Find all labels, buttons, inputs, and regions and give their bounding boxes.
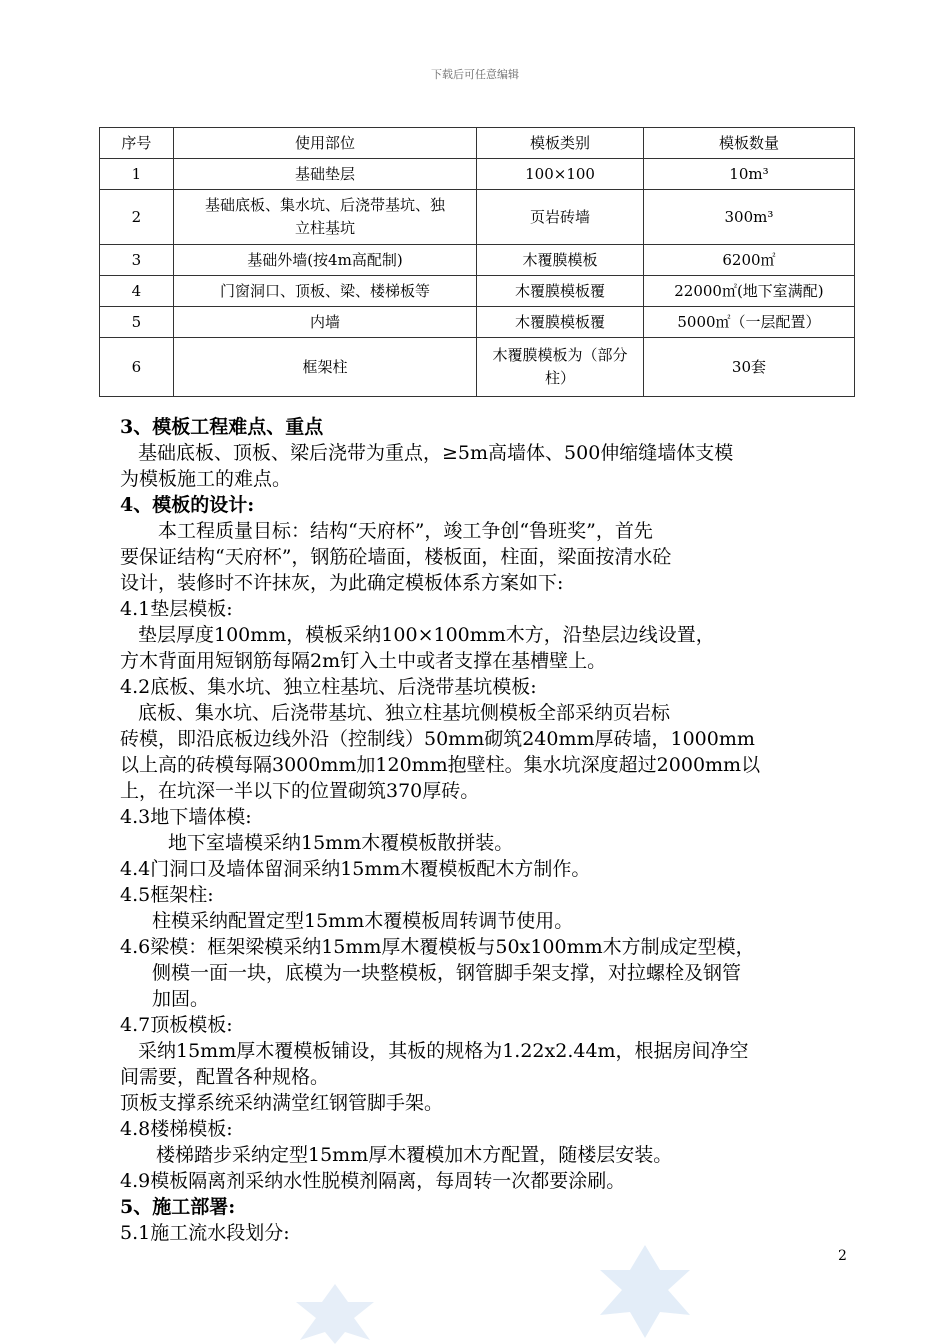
table-row: [100, 245, 855, 276]
cell-qty: 5000㎡（一层配置）: [643, 307, 854, 338]
header-type: 模板类别: [477, 128, 644, 159]
section-heading-4: 4、模板的设计:: [120, 494, 255, 516]
cell-part: 基础外墙(按4m高配制): [173, 245, 477, 276]
header-no: 序号: [100, 128, 174, 159]
section-heading-5: 5、施工部署:: [120, 1196, 236, 1218]
paragraph-line: 地下室墙模采纳15mm木覆模板散拼装。: [168, 832, 514, 854]
paragraph-line: 基础底板、顶板、梁后浇带为重点，≥5m高墙体、500伸缩缝墙体支模: [138, 442, 734, 464]
paragraph-line: 楼梯踏步采纳定型15mm厚木覆模加木方配置，随楼层安装。: [156, 1144, 673, 1166]
document-body: [120, 414, 855, 1246]
subsection-heading: 4.8楼梯模板:: [120, 1118, 233, 1140]
cell-no: 5: [100, 307, 174, 338]
page-number: 2: [838, 1248, 847, 1264]
subsection-heading: 4.3地下墙体模:: [120, 806, 252, 828]
paragraph-line: 垫层厚度100mm，模板采纳100×100mm木方，沿垫层边线设置，: [138, 624, 715, 646]
subsection-heading: 4.7顶板模板:: [120, 1014, 233, 1036]
header-part: 使用部位: [173, 128, 477, 159]
paragraph-line: 为模板施工的难点。: [120, 468, 292, 490]
cell-part: 门窗洞口、顶板、梁、楼梯板等: [173, 276, 477, 307]
paragraph-line: 砖模，即沿底板边线外沿（控制线）50mm砌筑240mm厚砖墙，1000mm: [120, 728, 755, 750]
paragraph-line: 设计，装修时不许抹灰，为此确定模板体系方案如下:: [120, 572, 564, 594]
cell-qty: 300m³: [643, 190, 854, 245]
paragraph-line: 方木背面用短钢筋每隔2m钉入土中或者支撑在基槽壁上。: [120, 650, 607, 672]
paragraph-line: 以上高的砖模每隔3000mm加120mm抱壁柱。集水坑深度超过2000mm以: [120, 754, 761, 776]
cell-qty: 10m³: [643, 159, 854, 190]
table-row: [100, 307, 855, 338]
cell-no: 2: [100, 190, 174, 245]
table-row: [100, 276, 855, 307]
paragraph-line: 柱模采纳配置定型15mm木覆模板周转调节使用。: [152, 910, 574, 932]
section-heading-3: 3、模板工程难点、重点: [120, 416, 324, 438]
cell-type: 木覆膜模板为（部分柱）: [477, 338, 644, 397]
cell-type: 页岩砖墙: [477, 190, 644, 245]
subsection-heading: 4.6梁模：框架梁模采纳15mm厚木覆模板与50x100mm木方制成定型模，: [120, 936, 755, 958]
cell-part: 基础垫层: [173, 159, 477, 190]
subsection-heading: 4.5框架柱:: [120, 884, 214, 906]
cell-part: 框架柱: [173, 338, 477, 397]
cell-type: 木覆膜模板覆: [477, 307, 644, 338]
cell-qty: 22000㎡(地下室满配): [643, 276, 854, 307]
paragraph-line: 底板、集水坑、后浇带基坑、独立柱基坑侧模板全部采纳页岩标: [138, 702, 671, 724]
cell-type: 100×100: [477, 159, 644, 190]
table-row: [100, 190, 855, 245]
cell-no: 1: [100, 159, 174, 190]
cell-type: 木覆膜模板覆: [477, 276, 644, 307]
cell-qty: 6200㎡: [643, 245, 854, 276]
paragraph-line: 要保证结构“天府杯”，钢筋砼墙面，楼板面，柱面，梁面按清水砼: [120, 546, 672, 568]
page-header: 下载后可任意编辑: [431, 68, 519, 81]
watermark-snowflake-icon: [590, 1240, 700, 1340]
subsection-heading: 5.1施工流水段划分:: [120, 1222, 290, 1244]
paragraph-line: 采纳15mm厚木覆模板铺设，其板的规格为1.22x2.44m，根据房间净空: [138, 1040, 749, 1062]
paragraph-line: 上，在坑深一半以下的位置砌筑370厚砖。: [120, 780, 480, 802]
paragraph-line: 侧模一面一块，底模为一块整模板，钢管脚手架支撑，对拉螺栓及钢管: [152, 962, 742, 984]
paragraph-line: 顶板支撑系统采纳满堂红钢管脚手架。: [120, 1092, 444, 1114]
subsection-heading: 4.9模板隔离剂采纳水性脱模剂隔离，每周转一次都要涂刷。: [120, 1170, 626, 1192]
subsection-heading: 4.2底板、集水坑、独立柱基坑、后浇带基坑模板:: [120, 676, 537, 698]
formwork-table: [99, 127, 855, 397]
paragraph-line: 加固。: [152, 988, 210, 1010]
cell-type: 木覆膜模板: [477, 245, 644, 276]
cell-no: 6: [100, 338, 174, 397]
table-row: [100, 159, 855, 190]
table-header-row: [100, 128, 855, 159]
cell-no: 4: [100, 276, 174, 307]
watermark-snowflake-icon: [290, 1280, 380, 1344]
subsection-heading: 4.1垫层模板:: [120, 598, 233, 620]
cell-part: 内墙: [173, 307, 477, 338]
cell-part: 基础底板、集水坑、后浇带基坑、独立柱基坑: [173, 190, 477, 245]
header-qty: 模板数量: [643, 128, 854, 159]
cell-qty: 30套: [643, 338, 854, 397]
subsection-heading: 4.4门洞口及墙体留洞采纳15mm木覆模板配木方制作。: [120, 858, 591, 880]
paragraph-line: 本工程质量目标：结构“天府杯”，竣工争创“鲁班奖”，首先: [158, 520, 653, 542]
paragraph-line: 间需要，配置各种规格。: [120, 1066, 330, 1088]
cell-no: 3: [100, 245, 174, 276]
table-row: [100, 338, 855, 397]
